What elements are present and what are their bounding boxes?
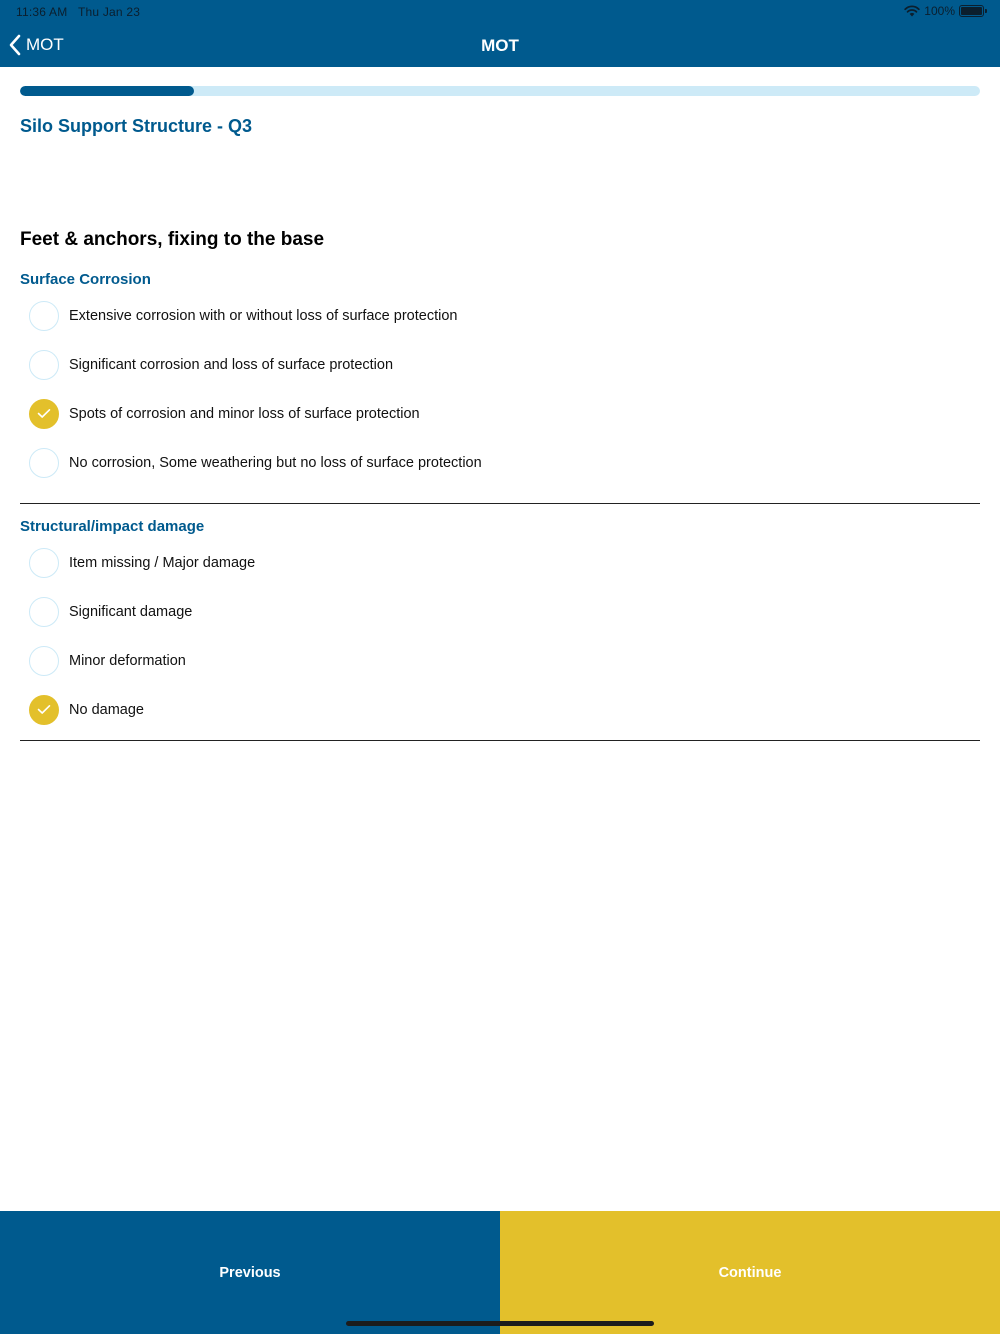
status-time <box>16 5 140 19</box>
status-indicators <box>904 4 984 18</box>
footer-bar <box>0 1211 1000 1334</box>
divider <box>20 740 980 741</box>
option-label: Significant damage <box>69 603 193 620</box>
option-radio[interactable] <box>20 291 980 340</box>
option-radio[interactable] <box>20 538 980 587</box>
previous-button[interactable]: Previous <box>0 1211 500 1334</box>
option-radio[interactable] <box>20 587 980 636</box>
question-group-structural-damage <box>20 518 980 734</box>
home-indicator <box>346 1321 654 1326</box>
status-clock: 11:36 AM <box>16 5 68 19</box>
radio-circle[interactable] <box>29 597 59 627</box>
progress-bar <box>20 86 980 96</box>
progress-fill <box>20 86 194 96</box>
question-group-surface-corrosion <box>20 271 980 487</box>
continue-button[interactable]: Continue <box>500 1211 1000 1334</box>
option-label: Extensive corrosion with or without loss of surface protection <box>69 307 458 324</box>
radio-circle[interactable] <box>29 350 59 380</box>
section-title: Feet & anchors, fixing to the base <box>20 229 325 250</box>
status-date: Thu Jan 23 <box>78 5 141 19</box>
checkmark-icon <box>37 704 51 715</box>
navigation-bar <box>0 0 1000 67</box>
radio-circle[interactable] <box>29 548 59 578</box>
option-label: Item missing / Major damage <box>69 554 256 571</box>
option-label: No damage <box>69 701 144 718</box>
option-label: No corrosion, Some weathering but no loss of surface protection <box>69 454 482 471</box>
checkmark-icon <box>37 408 51 419</box>
option-label: Minor deformation <box>69 652 186 669</box>
page-title: Silo Support Structure - Q3 <box>20 116 253 136</box>
back-label: MOT <box>26 35 64 54</box>
option-radio[interactable] <box>20 340 980 389</box>
option-radio[interactable] <box>20 685 980 734</box>
radio-circle[interactable] <box>29 695 59 725</box>
battery-percent: 100% <box>924 4 955 18</box>
radio-circle[interactable] <box>29 646 59 676</box>
radio-circle[interactable] <box>29 301 59 331</box>
option-radio[interactable] <box>20 389 980 438</box>
nav-title: MOT <box>481 36 519 55</box>
option-label: Spots of corrosion and minor loss of surface protection <box>69 405 420 422</box>
option-radio[interactable] <box>20 636 980 685</box>
radio-circle[interactable] <box>29 448 59 478</box>
divider <box>20 503 980 504</box>
option-label: Significant corrosion and loss of surface protection <box>69 356 394 373</box>
group-title: Surface Corrosion <box>20 271 151 288</box>
group-title: Structural/impact damage <box>20 518 205 535</box>
radio-circle[interactable] <box>29 399 59 429</box>
option-radio[interactable] <box>20 438 980 487</box>
battery-icon <box>959 5 984 17</box>
wifi-icon <box>904 5 920 17</box>
